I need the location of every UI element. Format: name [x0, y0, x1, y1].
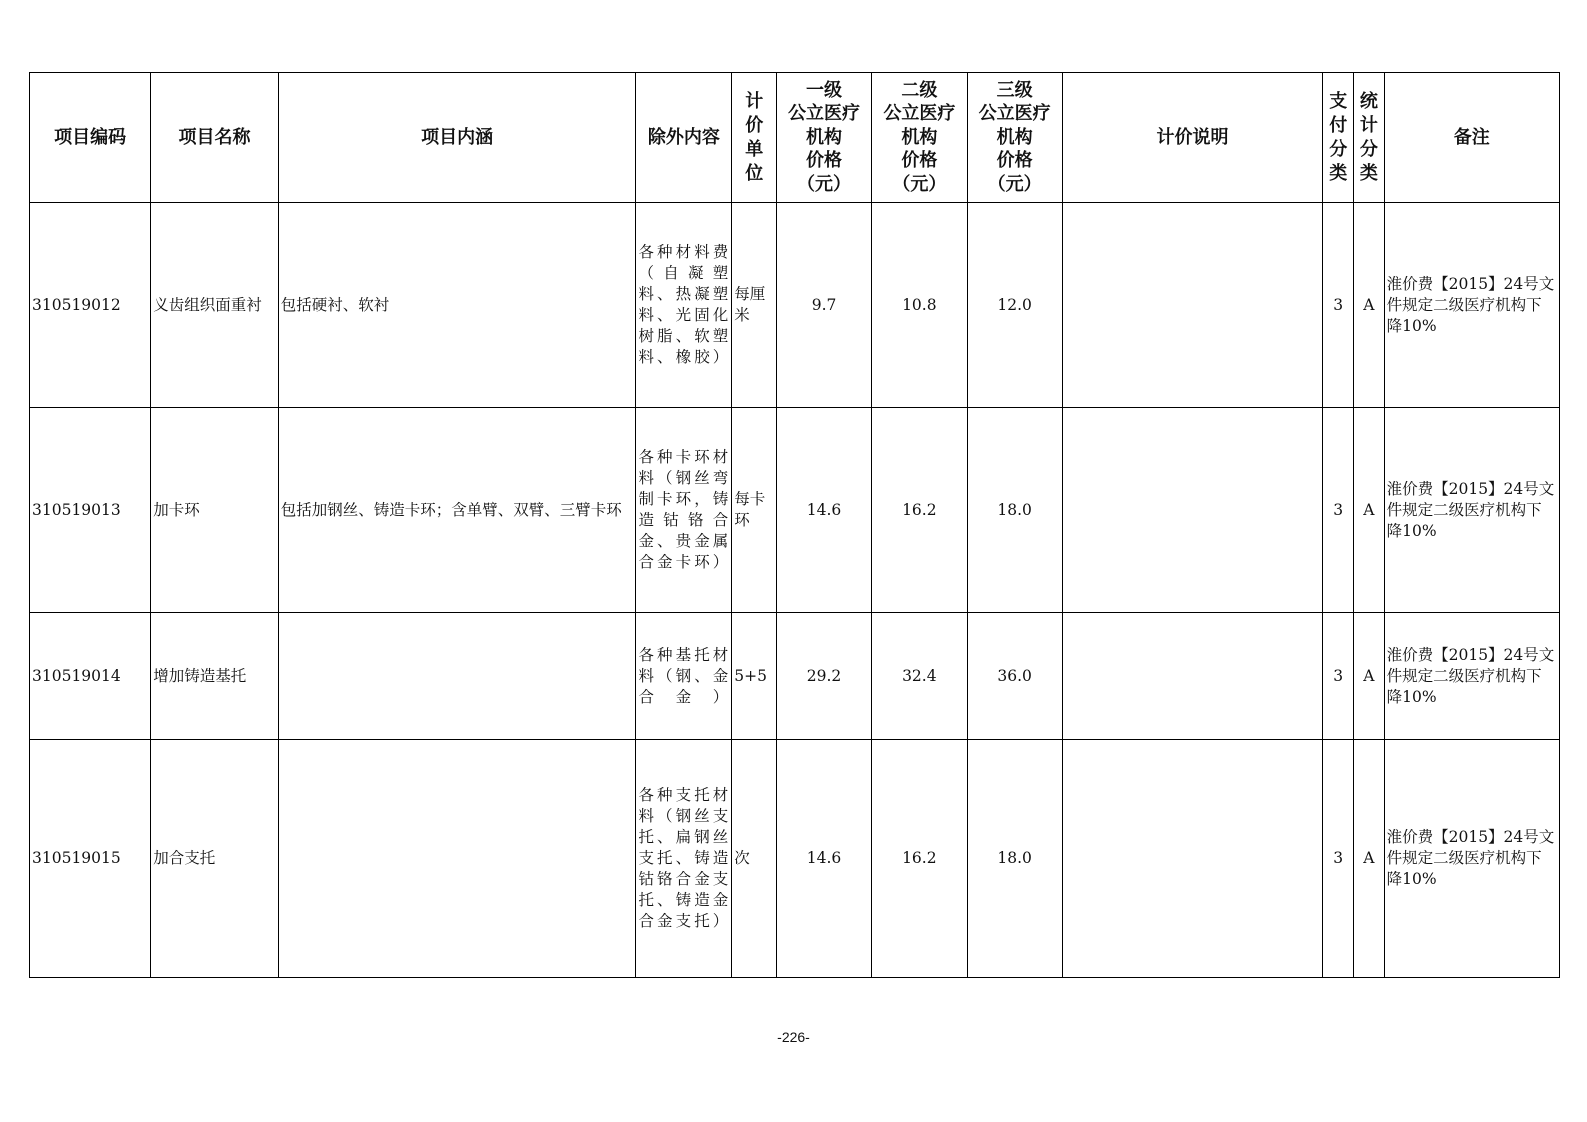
table-row [30, 740, 1560, 978]
table-row [30, 408, 1560, 613]
table-row [30, 203, 1560, 408]
item-price-level2: 10.8 [871, 203, 967, 408]
item-remark: 淮价费【2015】24号文件规定二级医疗机构下降10% [1384, 613, 1559, 740]
header-payment-cell [1323, 73, 1354, 203]
header-name: 项目名称 [151, 73, 278, 203]
header-level1-line: 一级 [806, 79, 843, 101]
header-pricing-note: 计价说明 [1062, 73, 1323, 203]
item-price-level3: 18.0 [967, 408, 1062, 613]
header-level1-line: 公立医疗 [788, 103, 861, 125]
item-excluded: 各种卡环材料（钢丝弯制卡环，铸造钴铬合金、贵金属合金卡环） [636, 408, 732, 613]
header-level3-line: 机构 [996, 126, 1033, 148]
item-price-level2: 16.2 [871, 740, 967, 978]
item-pricing-note [1062, 740, 1323, 978]
price-table [29, 72, 1560, 978]
header-remark: 备注 [1384, 73, 1559, 203]
item-stat-category: A [1354, 740, 1385, 978]
item-name: 加卡环 [151, 408, 278, 613]
item-unit: 次 [732, 740, 777, 978]
header-unit: 计价单位 [745, 90, 764, 184]
item-name: 增加铸造基托 [151, 613, 278, 740]
item-stat-category: A [1354, 613, 1385, 740]
item-price-level1: 29.2 [777, 613, 872, 740]
header-row [30, 73, 1560, 203]
header-level1-line: 价格 [806, 150, 843, 172]
header-level3-line: 价格 [996, 150, 1033, 172]
item-price-level3: 18.0 [967, 740, 1062, 978]
header-stat-category: 统计分类 [1359, 90, 1378, 184]
item-content [278, 740, 636, 978]
header-level2-line: 二级 [901, 79, 938, 101]
item-pricing-note [1062, 203, 1323, 408]
item-code: 310519013 [30, 408, 151, 613]
item-code: 310519014 [30, 613, 151, 740]
header-unit-cell [732, 73, 777, 203]
item-stat-category: A [1354, 203, 1385, 408]
item-price-level2: 16.2 [871, 408, 967, 613]
table-row [30, 613, 1560, 740]
header-excluded: 除外内容 [636, 73, 732, 203]
item-remark: 淮价费【2015】24号文件规定二级医疗机构下降10% [1384, 203, 1559, 408]
header-content: 项目内涵 [278, 73, 636, 203]
item-content [278, 613, 636, 740]
item-payment-category: 3 [1323, 408, 1354, 613]
item-price-level1: 14.6 [777, 408, 872, 613]
item-unit: 5+5 [732, 613, 777, 740]
item-content: 包括加钢丝、铸造卡环；含单臂、双臂、三臂卡环 [278, 408, 636, 613]
item-excluded: 各种材料费（自凝塑料、热凝塑料、光固化树脂、软塑料、橡胶） [636, 203, 732, 408]
header-level3 [967, 73, 1062, 203]
item-pricing-note [1062, 613, 1323, 740]
header-stat-cell [1354, 73, 1385, 203]
item-excluded: 各种基托材料（钢、金合金） [636, 613, 732, 740]
page-number: -226- [777, 1029, 810, 1045]
item-payment-category: 3 [1323, 203, 1354, 408]
header-level3-line: 三级 [996, 79, 1033, 101]
header-level2-line: 机构 [901, 126, 938, 148]
item-price-level2: 32.4 [871, 613, 967, 740]
header-code: 项目编码 [30, 73, 151, 203]
header-level1-line: 机构 [806, 126, 843, 148]
item-price-level1: 14.6 [777, 740, 872, 978]
header-level2-line: 价格 [901, 150, 938, 172]
item-payment-category: 3 [1323, 740, 1354, 978]
header-level3-line: 公立医疗 [978, 103, 1051, 125]
item-remark: 淮价费【2015】24号文件规定二级医疗机构下降10% [1384, 740, 1559, 978]
item-price-level3: 12.0 [967, 203, 1062, 408]
header-level1-line: （元） [797, 173, 852, 195]
header-level2-line: 公立医疗 [883, 103, 956, 125]
item-price-level1: 9.7 [777, 203, 872, 408]
item-excluded: 各种支托材料（钢丝支托、扁钢丝支托、铸造钴铬合金支托、铸造金合金支托） [636, 740, 732, 978]
item-stat-category: A [1354, 408, 1385, 613]
header-payment-category: 支付分类 [1329, 90, 1348, 184]
item-unit: 每卡环 [732, 408, 777, 613]
item-pricing-note [1062, 408, 1323, 613]
item-code: 310519012 [30, 203, 151, 408]
item-price-level3: 36.0 [967, 613, 1062, 740]
item-unit: 每厘米 [732, 203, 777, 408]
item-payment-category: 3 [1323, 613, 1354, 740]
item-remark: 淮价费【2015】24号文件规定二级医疗机构下降10% [1384, 408, 1559, 613]
item-code: 310519015 [30, 740, 151, 978]
item-name: 义齿组织面重衬 [151, 203, 278, 408]
item-content: 包括硬衬、软衬 [278, 203, 636, 408]
header-level2-line: （元） [892, 173, 947, 195]
header-level1 [777, 73, 872, 203]
item-name: 加合支托 [151, 740, 278, 978]
header-level2 [871, 73, 967, 203]
header-level3-line: （元） [987, 173, 1042, 195]
